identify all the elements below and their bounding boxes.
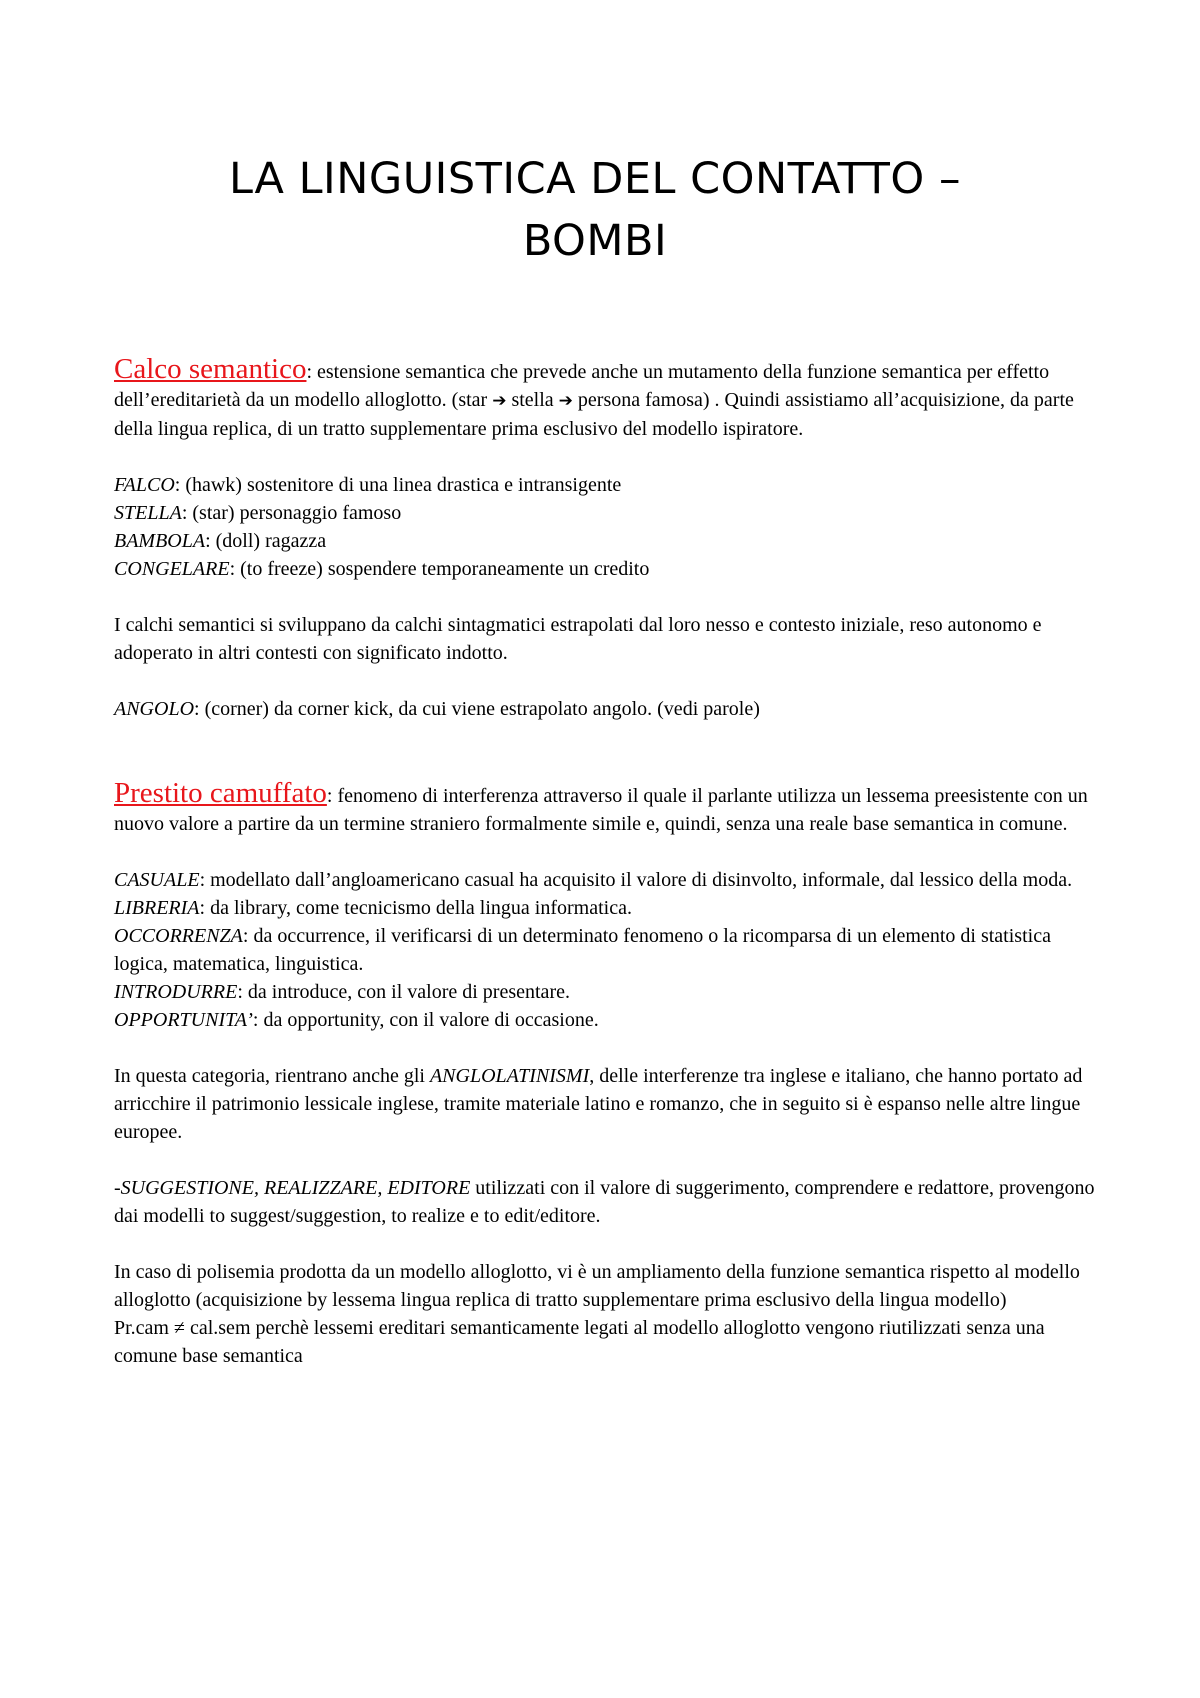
- example-term: CASUALE: [114, 869, 200, 891]
- example-term: LIBRERIA: [114, 897, 200, 919]
- arrow-right-icon: ➔: [492, 391, 507, 411]
- prestito-example-casuale: [114, 866, 1104, 894]
- calco-example-congelare: [114, 555, 1104, 583]
- example-text: : da opportunity, con il valore di occasione.: [252, 1009, 599, 1031]
- document-title: [120, 148, 1070, 272]
- example-term: STELLA: [114, 502, 182, 524]
- anglo-after: , delle interferenze tra inglese e italiano, che hanno portato ad arricchire il patrimonio lessicale inglese, tramite materiale latino e romanzo, che in seguito si è espanso nelle altre lingue europee.: [114, 1065, 1083, 1143]
- anglolatinismi-term: ANGLOLATINISMI: [429, 1065, 590, 1087]
- example-text: : (star) personaggio famoso: [181, 502, 402, 524]
- example-term: OCCORRENZA: [114, 925, 243, 947]
- document-body: [114, 355, 1104, 1370]
- example-term: INTRODURRE: [114, 981, 238, 1003]
- prestito-definition-text: : fenomeno di interferenza attraverso il quale il parlante utilizza un lessema preesistente con un nuovo valore a partire da un termine straniero formalmente simile e, quindi, senza una reale base semantica in comune.: [114, 785, 1088, 835]
- prestito-example-introdurre: [114, 978, 1104, 1006]
- suggestione-text: utilizzati con il valore di suggerimento, comprendere e redattore, provengono dai modelli to suggest/suggestion, to realize e to edit/editore.: [114, 1177, 1095, 1227]
- example-term: OPPORTUNITA’: [114, 1009, 253, 1031]
- example-term: ANGOLO: [114, 698, 195, 720]
- anglo-before: In questa categoria, rientrano anche gli: [114, 1065, 430, 1087]
- calco-definition-end: persona famosa) . Quindi assistiamo all’acquisizione, da parte della lingua replica, di un tratto supplementare prima esclusivo del modello ispiratore.: [114, 389, 1074, 440]
- calco-definition-text: : estensione semantica che prevede anche un mutamento della funzione semantica per effetto dell’ereditarietà da un modello alloglotto. (star: [114, 361, 1050, 411]
- example-text: : (to freeze) sospendere temporaneamente un credito: [229, 558, 650, 580]
- example-text: : da library, come tecnicismo della lingua informatica.: [199, 897, 632, 919]
- prestito-camuffato-heading: Prestito camuffato: [114, 777, 327, 809]
- title-line-2: BOMBI: [522, 216, 668, 266]
- suggestione-term: -SUGGESTIONE, REALIZZARE, EDITORE: [114, 1177, 471, 1199]
- example-text: : modellato dall’angloamericano casual ha acquisito il valore di disinvolto, informale, dal lessico della moda.: [199, 869, 1073, 891]
- calco-definition-paragraph: [114, 355, 1104, 443]
- title-line-1: LA LINGUISTICA DEL CONTATTO –: [229, 154, 961, 204]
- polisemia-paragraph: In caso di polisemia prodotta da un modello alloglotto, vi è un ampliamento della funzione semantica rispetto al modello alloglotto (acquisizione by lessema lingua replica di tratto supplementare prima esclusivo della lingua modello): [114, 1261, 1080, 1311]
- example-term: CONGELARE: [114, 558, 230, 580]
- example-term: FALCO: [114, 474, 175, 496]
- arrow-right-icon: ➔: [558, 391, 573, 411]
- example-text: : (corner) da corner kick, da cui viene estrapolato angolo. (vedi parole): [194, 698, 760, 720]
- example-term: BAMBOLA: [114, 530, 206, 552]
- conclusion-paragraph: Pr.cam ≠ cal.sem perchè lessemi ereditari semanticamente legati al modello alloglotto vengono riutilizzati senza una comune base semantica: [114, 1317, 1045, 1367]
- suggestione-paragraph: [114, 1174, 1104, 1230]
- prestito-example-occorrenza: [114, 922, 1104, 978]
- prestito-example-opportunita: [114, 1006, 1104, 1034]
- calco-paragraph: I calchi semantici si sviluppano da calchi sintagmatici estrapolati dal loro nesso e contesto iniziale, reso autonomo e adoperato in altri contesti con significato indotto.: [114, 614, 1042, 664]
- calco-definition-mid: stella: [506, 389, 559, 411]
- calco-example-bambola: [114, 527, 1104, 555]
- calco-example-angolo: [114, 695, 1104, 723]
- example-text: : (hawk) sostenitore di una linea drastica e intransigente: [174, 474, 622, 496]
- calco-example-falco: [114, 471, 1104, 499]
- example-text: : da occurrence, il verificarsi di un determinato fenomeno o la ricomparsa di un elemento di statistica logica, matematica, linguistica.: [114, 925, 1051, 975]
- anglolatinismi-paragraph: [114, 1062, 1104, 1146]
- example-text: : (doll) ragazza: [205, 530, 327, 552]
- calco-semantico-heading: Calco semantico: [114, 353, 307, 385]
- example-text: : da introduce, con il valore di presentare.: [237, 981, 570, 1003]
- calco-example-stella: [114, 499, 1104, 527]
- prestito-definition-paragraph: [114, 779, 1104, 838]
- prestito-example-libreria: [114, 894, 1104, 922]
